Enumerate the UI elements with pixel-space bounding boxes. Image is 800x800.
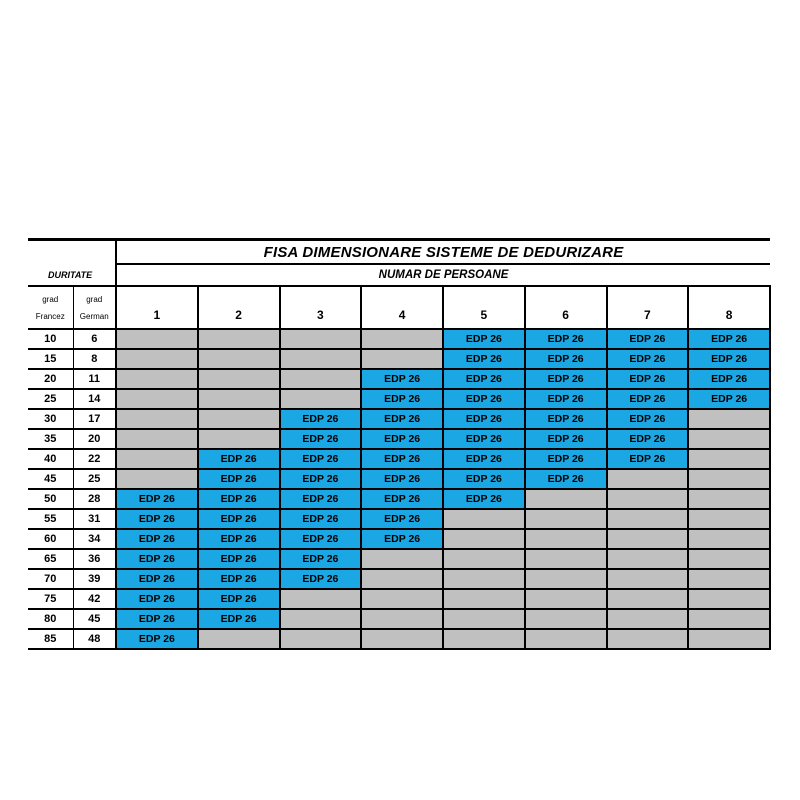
product-cell: EDP 26: [607, 329, 689, 349]
persons-column-5: 5: [443, 286, 525, 329]
product-cell: EDP 26: [280, 509, 362, 529]
empty-cell: [525, 529, 607, 549]
empty-cell: [443, 529, 525, 549]
product-cell: EDP 26: [116, 589, 198, 609]
product-cell: EDP 26: [361, 509, 443, 529]
persons-column-6: 6: [525, 286, 607, 329]
corner-cell: [28, 240, 116, 265]
empty-cell: [525, 629, 607, 649]
french-hardness-value: 40: [28, 449, 73, 469]
product-cell: EDP 26: [198, 529, 280, 549]
french-hardness-value: 35: [28, 429, 73, 449]
empty-cell: [443, 589, 525, 609]
table-row: [28, 329, 770, 349]
product-cell: EDP 26: [443, 429, 525, 449]
empty-cell: [607, 529, 689, 549]
empty-cell: [361, 349, 443, 369]
german-hardness-value: 48: [73, 629, 116, 649]
empty-cell: [116, 349, 198, 369]
product-cell: EDP 26: [607, 369, 689, 389]
product-cell: EDP 26: [443, 329, 525, 349]
product-cell: EDP 26: [198, 609, 280, 629]
empty-cell: [443, 509, 525, 529]
empty-cell: [361, 569, 443, 589]
product-cell: EDP 26: [525, 409, 607, 429]
empty-cell: [198, 409, 280, 429]
product-cell: EDP 26: [198, 569, 280, 589]
empty-cell: [688, 449, 770, 469]
product-cell: EDP 26: [361, 469, 443, 489]
empty-cell: [688, 509, 770, 529]
french-hardness-value: 30: [28, 409, 73, 429]
product-cell: EDP 26: [688, 389, 770, 409]
product-cell: EDP 26: [525, 469, 607, 489]
empty-cell: [688, 589, 770, 609]
product-cell: EDP 26: [607, 349, 689, 369]
persons-column-7: 7: [607, 286, 689, 329]
product-cell: EDP 26: [443, 449, 525, 469]
product-cell: EDP 26: [443, 349, 525, 369]
empty-cell: [525, 609, 607, 629]
german-hardness-value: 36: [73, 549, 116, 569]
german-hardness-value: 22: [73, 449, 116, 469]
german-hardness-value: 14: [73, 389, 116, 409]
product-cell: EDP 26: [525, 429, 607, 449]
product-cell: EDP 26: [198, 509, 280, 529]
french-hardness-value: 70: [28, 569, 73, 589]
empty-cell: [280, 369, 362, 389]
empty-cell: [361, 589, 443, 609]
empty-cell: [361, 329, 443, 349]
empty-cell: [361, 609, 443, 629]
persons-column-3: 3: [280, 286, 362, 329]
empty-cell: [198, 329, 280, 349]
hardness-label: DURITATE: [28, 264, 116, 286]
product-cell: EDP 26: [607, 429, 689, 449]
empty-cell: [607, 469, 689, 489]
table-row: [28, 549, 770, 569]
persons-column-4: 4: [361, 286, 443, 329]
product-cell: EDP 26: [116, 529, 198, 549]
persons-header: NUMAR DE PERSOANE: [116, 264, 770, 286]
french-hardness-value: 10: [28, 329, 73, 349]
german-hardness-value: 42: [73, 589, 116, 609]
french-hardness-value: 85: [28, 629, 73, 649]
empty-cell: [607, 489, 689, 509]
product-cell: EDP 26: [607, 449, 689, 469]
empty-cell: [525, 589, 607, 609]
empty-cell: [607, 629, 689, 649]
table-row: [28, 489, 770, 509]
french-hardness-value: 65: [28, 549, 73, 569]
empty-cell: [688, 489, 770, 509]
product-cell: EDP 26: [361, 489, 443, 509]
empty-cell: [280, 349, 362, 369]
french-degree-header: [28, 286, 73, 329]
empty-cell: [198, 389, 280, 409]
german-hardness-value: 20: [73, 429, 116, 449]
product-cell: EDP 26: [361, 369, 443, 389]
german-degree-header: [73, 286, 116, 329]
empty-cell: [607, 569, 689, 589]
empty-cell: [688, 549, 770, 569]
table-row: [28, 409, 770, 429]
empty-cell: [607, 589, 689, 609]
german-degree-unit: German: [79, 311, 109, 321]
german-hardness-value: 39: [73, 569, 116, 589]
table-row: [28, 509, 770, 529]
product-cell: EDP 26: [525, 329, 607, 349]
french-hardness-value: 15: [28, 349, 73, 369]
product-cell: EDP 26: [443, 489, 525, 509]
product-cell: EDP 26: [688, 349, 770, 369]
empty-cell: [607, 509, 689, 529]
product-cell: EDP 26: [116, 489, 198, 509]
german-degree-label: grad: [86, 294, 103, 304]
german-hardness-value: 17: [73, 409, 116, 429]
product-cell: EDP 26: [361, 409, 443, 429]
german-hardness-value: 28: [73, 489, 116, 509]
product-cell: EDP 26: [198, 489, 280, 509]
table-row: [28, 529, 770, 549]
product-cell: EDP 26: [525, 449, 607, 469]
empty-cell: [443, 569, 525, 589]
table-row: [28, 429, 770, 449]
empty-cell: [116, 329, 198, 349]
table-row: [28, 369, 770, 389]
empty-cell: [116, 429, 198, 449]
empty-cell: [607, 609, 689, 629]
french-hardness-value: 25: [28, 389, 73, 409]
product-cell: EDP 26: [525, 349, 607, 369]
german-hardness-value: 45: [73, 609, 116, 629]
product-cell: EDP 26: [280, 489, 362, 509]
sizing-table: [28, 238, 771, 650]
product-cell: EDP 26: [198, 469, 280, 489]
table-row: [28, 389, 770, 409]
empty-cell: [280, 609, 362, 629]
empty-cell: [688, 569, 770, 589]
empty-cell: [443, 609, 525, 629]
product-cell: EDP 26: [361, 449, 443, 469]
empty-cell: [116, 389, 198, 409]
product-cell: EDP 26: [280, 449, 362, 469]
empty-cell: [280, 389, 362, 409]
empty-cell: [280, 589, 362, 609]
french-hardness-value: 75: [28, 589, 73, 609]
empty-cell: [116, 469, 198, 489]
product-cell: EDP 26: [607, 409, 689, 429]
empty-cell: [116, 449, 198, 469]
product-cell: EDP 26: [525, 389, 607, 409]
empty-cell: [525, 509, 607, 529]
empty-cell: [116, 409, 198, 429]
product-cell: EDP 26: [198, 449, 280, 469]
product-cell: EDP 26: [116, 629, 198, 649]
french-hardness-value: 55: [28, 509, 73, 529]
product-cell: EDP 26: [361, 429, 443, 449]
product-cell: EDP 26: [688, 369, 770, 389]
table-row: [28, 349, 770, 369]
empty-cell: [525, 489, 607, 509]
german-hardness-value: 31: [73, 509, 116, 529]
empty-cell: [607, 549, 689, 569]
product-cell: EDP 26: [280, 409, 362, 429]
product-cell: EDP 26: [116, 509, 198, 529]
product-cell: EDP 26: [116, 609, 198, 629]
persons-column-2: 2: [198, 286, 280, 329]
product-cell: EDP 26: [280, 469, 362, 489]
french-hardness-value: 60: [28, 529, 73, 549]
product-cell: EDP 26: [443, 469, 525, 489]
product-cell: EDP 26: [443, 389, 525, 409]
empty-cell: [198, 369, 280, 389]
product-cell: EDP 26: [280, 529, 362, 549]
product-cell: EDP 26: [361, 389, 443, 409]
table-row: [28, 449, 770, 469]
product-cell: EDP 26: [280, 549, 362, 569]
table-row: [28, 569, 770, 589]
empty-cell: [443, 629, 525, 649]
table-row: [28, 609, 770, 629]
empty-cell: [688, 529, 770, 549]
product-cell: EDP 26: [116, 569, 198, 589]
table-row: [28, 589, 770, 609]
product-cell: EDP 26: [443, 409, 525, 429]
french-degree-unit: Francez: [35, 311, 65, 321]
persons-column-1: 1: [116, 286, 198, 329]
empty-cell: [525, 569, 607, 589]
product-cell: EDP 26: [688, 329, 770, 349]
empty-cell: [525, 549, 607, 569]
empty-cell: [361, 629, 443, 649]
empty-cell: [688, 429, 770, 449]
product-cell: EDP 26: [198, 549, 280, 569]
table-row: [28, 629, 770, 649]
german-hardness-value: 8: [73, 349, 116, 369]
table-title: FISA DIMENSIONARE SISTEME DE DEDURIZARE: [116, 240, 770, 265]
product-cell: EDP 26: [525, 369, 607, 389]
product-cell: EDP 26: [198, 589, 280, 609]
french-degree-label: grad: [42, 294, 59, 304]
persons-column-8: 8: [688, 286, 770, 329]
product-cell: EDP 26: [280, 569, 362, 589]
table-row: [28, 469, 770, 489]
product-cell: EDP 26: [443, 369, 525, 389]
french-hardness-value: 45: [28, 469, 73, 489]
german-hardness-value: 6: [73, 329, 116, 349]
german-hardness-value: 25: [73, 469, 116, 489]
empty-cell: [688, 469, 770, 489]
empty-cell: [198, 429, 280, 449]
empty-cell: [280, 329, 362, 349]
empty-cell: [116, 369, 198, 389]
french-hardness-value: 80: [28, 609, 73, 629]
french-hardness-value: 50: [28, 489, 73, 509]
sizing-sheet: [28, 238, 770, 650]
empty-cell: [688, 609, 770, 629]
empty-cell: [443, 549, 525, 569]
empty-cell: [688, 629, 770, 649]
product-cell: EDP 26: [361, 529, 443, 549]
product-cell: EDP 26: [116, 549, 198, 569]
german-hardness-value: 11: [73, 369, 116, 389]
empty-cell: [198, 629, 280, 649]
empty-cell: [361, 549, 443, 569]
empty-cell: [198, 349, 280, 369]
empty-cell: [280, 629, 362, 649]
product-cell: EDP 26: [280, 429, 362, 449]
product-cell: EDP 26: [607, 389, 689, 409]
german-hardness-value: 34: [73, 529, 116, 549]
french-hardness-value: 20: [28, 369, 73, 389]
empty-cell: [688, 409, 770, 429]
